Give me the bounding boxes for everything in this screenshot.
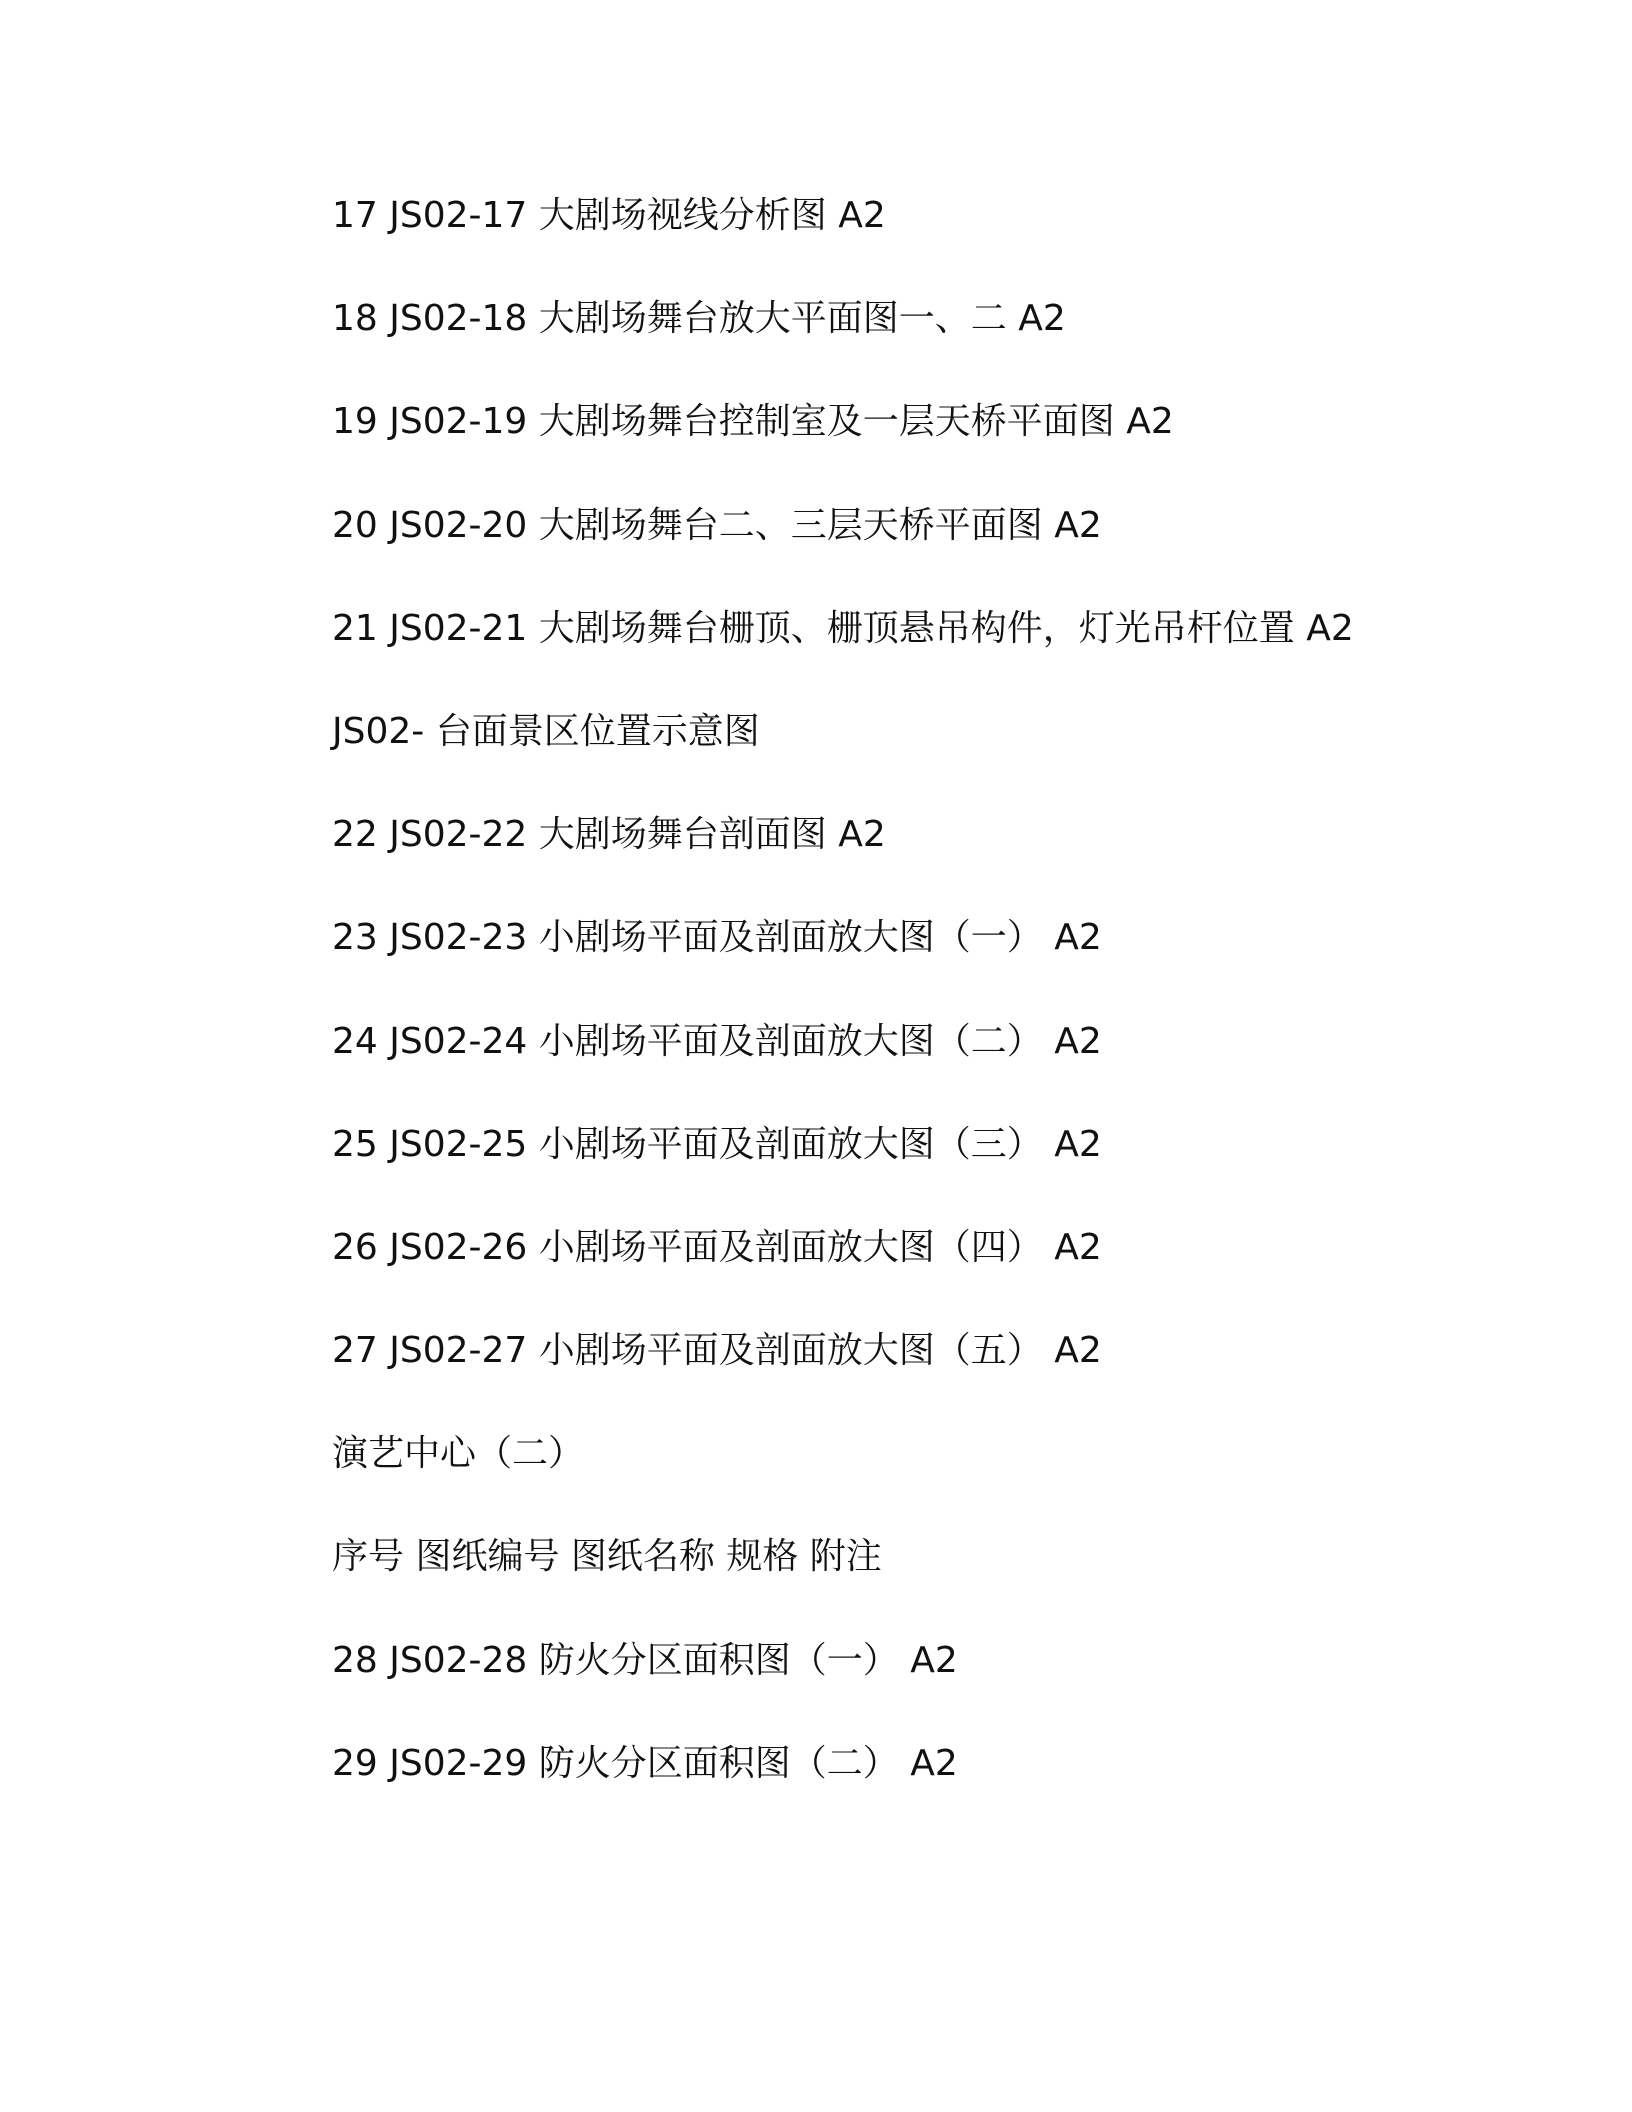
drawing-list-line: 18 JS02-18 大剧场舞台放大平面图一、二 A2 (332, 298, 1066, 340)
drawing-list-line: 25 JS02-25 小剧场平面及剖面放大图（三） A2 (332, 1123, 1102, 1165)
drawing-list-line: 27 JS02-27 小剧场平面及剖面放大图（五） A2 (332, 1330, 1102, 1372)
drawing-list-line: 19 JS02-19 大剧场舞台控制室及一层天桥平面图 A2 (332, 401, 1174, 443)
drawing-list-line: JS02- 台面景区位置示意图 (332, 710, 760, 752)
drawing-list-line: 26 JS02-26 小剧场平面及剖面放大图（四） A2 (332, 1226, 1102, 1268)
drawing-list-line: 29 JS02-29 防火分区面积图（二） A2 (332, 1742, 958, 1784)
drawing-list-line: 17 JS02-17 大剧场视线分析图 A2 (332, 195, 886, 236)
drawing-list-line: 24 JS02-24 小剧场平面及剖面放大图（二） A2 (332, 1020, 1102, 1062)
drawing-list-line: 20 JS02-20 大剧场舞台二、三层天桥平面图 A2 (332, 504, 1102, 546)
drawing-list-line: 22 JS02-22 大剧场舞台剖面图 A2 (332, 814, 886, 856)
drawing-list-line: 23 JS02-23 小剧场平面及剖面放大图（一） A2 (332, 917, 1102, 959)
table-header-line: 序号 图纸编号 图纸名称 规格 附注 (332, 1536, 882, 1578)
drawing-list-line: 21 JS02-21 大剧场舞台栅顶、栅顶悬吊构件，灯光吊杆位置 A2 (332, 607, 1354, 649)
drawing-list-line: 28 JS02-28 防火分区面积图（一） A2 (332, 1639, 958, 1681)
section-heading: 演艺中心（二） (332, 1433, 585, 1475)
drawing-list (332, 188, 1532, 1839)
